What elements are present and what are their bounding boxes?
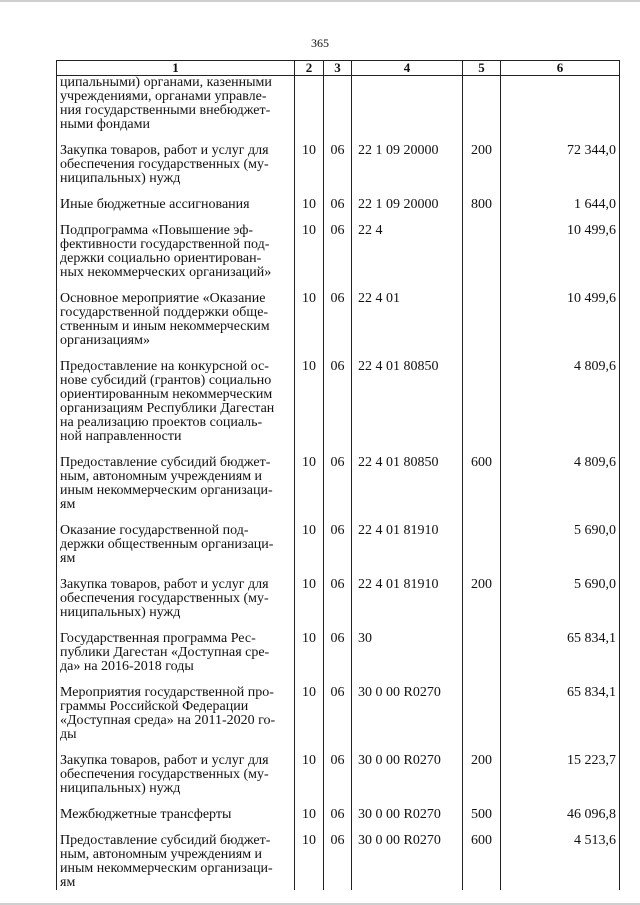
description-line: Оказание государственной под-: [60, 523, 249, 538]
amount: 1 644,0: [501, 198, 620, 224]
target-article-code: 22 4 01: [352, 292, 463, 360]
description-line: Закупка товаров, работ и услуг для: [60, 577, 269, 592]
expense-type-code: [463, 524, 501, 578]
description-line: ными фондами: [60, 117, 151, 132]
description-line: ям: [60, 551, 76, 566]
expense-type-code: [463, 76, 501, 145]
description-line: Мероприятия государственной про-: [60, 685, 274, 700]
amount: 5 690,0: [501, 524, 620, 578]
amount: 65 834,1: [501, 686, 620, 754]
description-line: Закупка товаров, работ и услуг для: [60, 143, 269, 158]
expense-type-code: 200: [463, 144, 501, 198]
amount: 65 834,1: [501, 632, 620, 686]
column-header: 6: [501, 61, 620, 76]
expense-type-code: 600: [463, 834, 501, 890]
target-article-code: 22 4 01 80850: [352, 360, 463, 456]
description-line: фективности государственной под-: [60, 237, 270, 252]
amount: 10 499,6: [501, 292, 620, 360]
target-article-code: 22 1 09 20000: [352, 198, 463, 224]
row-description: [57, 524, 295, 578]
description-line: Предоставление на конкурсной ос-: [60, 359, 269, 374]
table-body: [57, 76, 620, 891]
target-article-code: 22 1 09 20000: [352, 144, 463, 198]
subsection-code: 06: [324, 360, 352, 456]
amount: 5 690,0: [501, 578, 620, 632]
description-line: иным некоммерческим организаци-: [60, 483, 273, 498]
description-line: обеспечения государственных (му-: [60, 591, 269, 606]
column-header: 1: [57, 61, 295, 76]
row-description: [57, 76, 295, 145]
subsection-code: 06: [324, 144, 352, 198]
row-description: [57, 292, 295, 360]
description-line: организациям Республики Дагестан: [60, 401, 275, 416]
table-row: [57, 456, 620, 524]
amount: 46 096,8: [501, 808, 620, 834]
subsection-code: 06: [324, 524, 352, 578]
row-description: [57, 632, 295, 686]
scan-edge-top: [0, 0, 640, 2]
description-line: нове субсидий (грантов) социально: [60, 373, 272, 388]
description-line: ям: [60, 497, 76, 512]
target-article-code: 22 4: [352, 224, 463, 292]
subsection-code: 06: [324, 578, 352, 632]
column-header: 2: [295, 61, 324, 76]
target-article-code: 30 0 00 R0270: [352, 808, 463, 834]
target-article-code: 30 0 00 R0270: [352, 686, 463, 754]
description-line: ям: [60, 875, 76, 890]
target-article-code: 30 0 00 R0270: [352, 834, 463, 890]
table-row: [57, 632, 620, 686]
page-number: 365: [311, 36, 329, 50]
description-line: иным некоммерческим организаци-: [60, 861, 273, 876]
table-row: [57, 198, 620, 224]
description-line: ной направленности: [60, 429, 182, 444]
description-line: ориентированным некоммерческим: [60, 387, 273, 402]
amount: 4 513,6: [501, 834, 620, 890]
description-line: Предоставление субсидий бюджет-: [60, 455, 271, 470]
table-header-row: [57, 61, 620, 76]
row-description: [57, 456, 295, 524]
expense-type-code: 500: [463, 808, 501, 834]
subsection-code: 06: [324, 834, 352, 890]
description-line: учреждениями, органами управле-: [60, 89, 267, 104]
row-description: [57, 360, 295, 456]
description-line: публики Дагестан «Доступная сре-: [60, 645, 270, 660]
table-row: [57, 524, 620, 578]
description-line: Иные бюджетные ассигнования: [60, 197, 250, 212]
row-description: [57, 808, 295, 834]
section-code: 10: [295, 686, 324, 754]
description-line: организациям»: [60, 333, 150, 348]
subsection-code: 06: [324, 456, 352, 524]
table-row: [57, 224, 620, 292]
description-line: да» на 2016-2018 годы: [60, 659, 194, 674]
row-description: [57, 578, 295, 632]
section-code: 10: [295, 144, 324, 198]
subsection-code: 06: [324, 198, 352, 224]
row-description: [57, 834, 295, 890]
table-row: [57, 360, 620, 456]
table-row: [57, 144, 620, 198]
table-row: [57, 754, 620, 808]
amount: 72 344,0: [501, 144, 620, 198]
target-article-code: 22 4 01 80850: [352, 456, 463, 524]
description-line: ственным и иным некоммерческим: [60, 319, 270, 334]
table-row: [57, 686, 620, 754]
description-line: обеспечения государственных (му-: [60, 767, 269, 782]
expense-type-code: 800: [463, 198, 501, 224]
target-article-code: 30 0 00 R0270: [352, 754, 463, 808]
column-header: 4: [352, 61, 463, 76]
section-code: 10: [295, 292, 324, 360]
description-line: граммы Российской Федерации: [60, 699, 249, 714]
table-row: [57, 808, 620, 834]
table-row: [57, 578, 620, 632]
expense-type-code: [463, 292, 501, 360]
description-line: обеспечения государственных (му-: [60, 157, 269, 172]
section-code: [295, 76, 324, 145]
description-line: ным, автономным учреждениям и: [60, 847, 263, 862]
description-line: Предоставление субсидий бюджет-: [60, 833, 271, 848]
description-line: ниципальных) нужд: [60, 781, 181, 796]
row-description: [57, 754, 295, 808]
expense-type-code: 200: [463, 754, 501, 808]
section-code: 10: [295, 524, 324, 578]
description-line: ных некоммерческих организаций»: [60, 265, 272, 280]
budget-table: [56, 60, 620, 890]
description-line: держки социально ориентирован-: [60, 251, 262, 266]
row-description: [57, 144, 295, 198]
subsection-code: 06: [324, 754, 352, 808]
description-line: государственной поддержки обще-: [60, 305, 269, 320]
table-row: [57, 834, 620, 890]
description-line: ным, автономным учреждениям и: [60, 469, 263, 484]
amount: [501, 76, 620, 145]
expense-type-code: [463, 360, 501, 456]
description-line: «Доступная среда» на 2011-2020 го-: [60, 713, 276, 728]
subsection-code: 06: [324, 632, 352, 686]
description-line: Межбюджетные трансферты: [60, 807, 232, 822]
section-code: 10: [295, 578, 324, 632]
section-code: 10: [295, 224, 324, 292]
description-line: ниципальных) нужд: [60, 171, 181, 186]
row-description: [57, 686, 295, 754]
subsection-code: 06: [324, 292, 352, 360]
expense-type-code: 600: [463, 456, 501, 524]
target-article-code: 22 4 01 81910: [352, 578, 463, 632]
row-description: [57, 224, 295, 292]
subsection-code: 06: [324, 224, 352, 292]
column-header: 5: [463, 61, 501, 76]
description-line: Основное мероприятие «Оказание: [60, 291, 266, 306]
amount: 10 499,6: [501, 224, 620, 292]
target-article-code: 30: [352, 632, 463, 686]
description-line: ципальными) органами, казенными: [60, 75, 272, 90]
description-line: Государственная программа Рес-: [60, 631, 256, 646]
description-line: Подпрограмма «Повышение эф-: [60, 223, 254, 238]
subsection-code: 06: [324, 808, 352, 834]
column-header: 3: [324, 61, 352, 76]
expense-type-code: [463, 686, 501, 754]
subsection-code: 06: [324, 686, 352, 754]
subsection-code: [324, 76, 352, 145]
description-line: держки общественным организаци-: [60, 537, 274, 552]
description-line: на реализацию проектов социаль-: [60, 415, 263, 430]
description-line: ния государственными внебюджет-: [60, 103, 271, 118]
description-line: ниципальных) нужд: [60, 605, 181, 620]
description-line: Закупка товаров, работ и услуг для: [60, 753, 269, 768]
expense-type-code: 200: [463, 578, 501, 632]
section-code: 10: [295, 360, 324, 456]
section-code: 10: [295, 808, 324, 834]
target-article-code: 22 4 01 81910: [352, 524, 463, 578]
expense-type-code: [463, 632, 501, 686]
target-article-code: [352, 76, 463, 145]
table-row: [57, 76, 620, 145]
section-code: 10: [295, 754, 324, 808]
section-code: 10: [295, 198, 324, 224]
section-code: 10: [295, 834, 324, 890]
amount: 4 809,6: [501, 456, 620, 524]
section-code: 10: [295, 632, 324, 686]
expense-type-code: [463, 224, 501, 292]
amount: 4 809,6: [501, 360, 620, 456]
amount: 15 223,7: [501, 754, 620, 808]
section-code: 10: [295, 456, 324, 524]
description-line: ды: [60, 727, 77, 742]
row-description: [57, 198, 295, 224]
table-row: [57, 292, 620, 360]
